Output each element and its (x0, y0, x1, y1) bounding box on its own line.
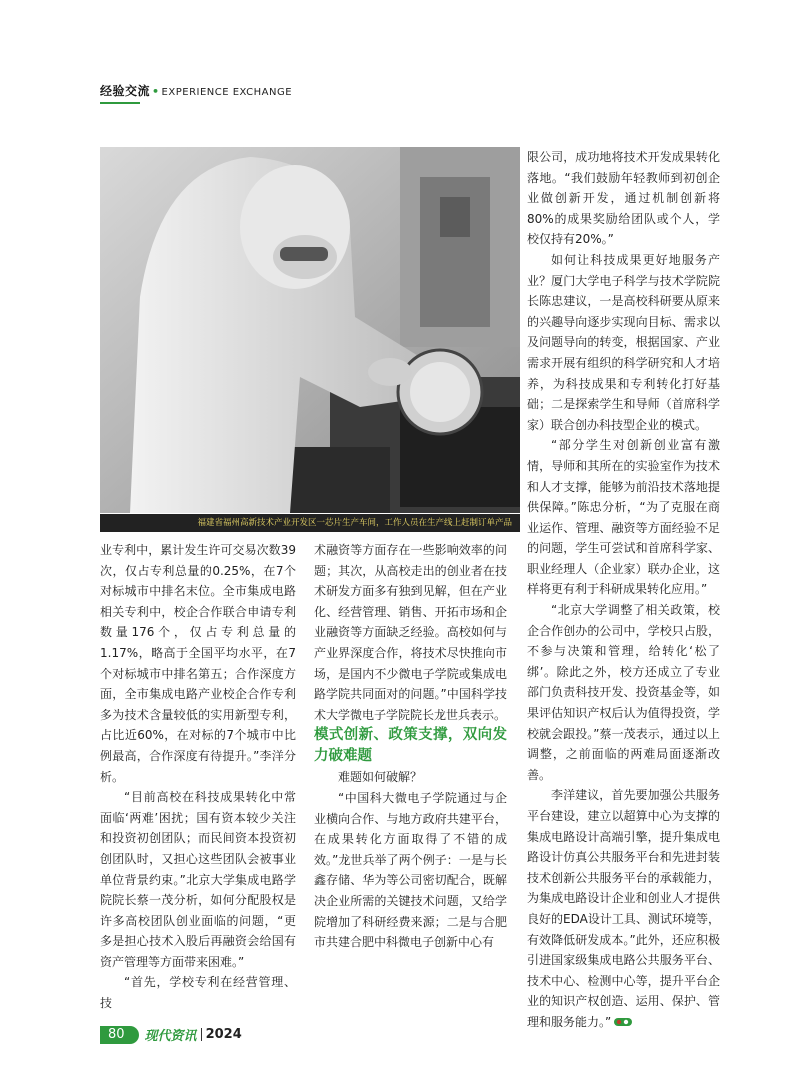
end-mark-icon (614, 1017, 632, 1027)
paragraph: 术融资等方面存在一些影响效率的问题；其次，从高校走出的创业者在技术研发方面多有独到见解，但在产业化、经营管理、销售、开拓市场和企业融资等方面缺乏经验。高校如何与产业界深度合作，将技术尽快推向市场，是国内不少微电子学院或集成电路学院共同面对的问题。”中国科学技术大学微电子学院院长龙世兵表示。 (314, 543, 507, 722)
section-subheading: 模式创新、政策支撑，双向发力破难题 (314, 727, 507, 765)
page-footer (100, 1024, 242, 1046)
page-number: 80 (100, 1026, 139, 1044)
paragraph: “北京大学调整了相关政策，校企合作创办的公司中，学校只占股，不参与决策和管理，给转化‘松了绑’。除此之外，校方还成立了专业部门负责科技开发、投资基金等，如果评估知识产权后认为值得投资，学校就会跟投。”蔡一茂表示，通过以上调整，之前面临的两难局面逐渐改善。 (527, 603, 720, 782)
paragraph: “首先，学校专利在经营管理、技 (100, 975, 296, 1011)
section-title-cn: 经验交流 (100, 84, 151, 98)
paragraph-text: 李洋建议，首先要加强公共服务平台建设，建立以超算中心为支撑的集成电路设计高端引擎，提升集成电路设计仿真公共服务平台和先进封装技术创新公共服务平台的承载能力，为集成电路设计企业和创业人才提供良好的EDA设计工具、测试环境等，有效降低研发成本。”此外，还应积极引进国家级集成电路公共服务平台、技术中心、检测中心等，提升平台企业的知识产权创造、运用、保护、管理和服务能力。” (527, 788, 720, 1029)
paragraph: 限公司，成功地将技术开发成果转化落地。“我们鼓励年轻教师到初创企业做创新开发，通过机制创新将80%的成果奖励给团队或个人，学校仅持有20%。” (527, 150, 720, 247)
section-title-en: EXPERIENCE EXCHANGE (161, 87, 293, 98)
column-middle (314, 540, 507, 953)
footer-divider (201, 1028, 202, 1041)
cleanroom-photo (100, 147, 520, 513)
cleanroom-photo-illustration (100, 147, 520, 513)
photo-caption: 福建省福州高新技术产业开发区一芯片生产车间，工作人员在生产线上赶制订单产品 (100, 514, 520, 532)
paragraph: “中国科大微电子学院通过与企业横向合作、与地方政府共建平台，在成果转化方面取得了不错的成效。”龙世兵举了两个例子：一是与长鑫存储、华为等公司密切配合，既解决企业所需的关键技术问题，又给学院增加了科研经费来源；二是与合肥市共建合肥中科微电子创新中心有 (314, 790, 507, 950)
issue-year: 2024 (205, 1027, 242, 1042)
paragraph: “目前高校在科技成果转化中常面临‘两难’困扰；国有资本较少关注和投资初创团队；而民间资本投资初创团队时，又担心这些团队会被事业单位背景约束。”北京大学集成电路学院院长蔡一茂分析，如何分配股权是许多高校团队创业面临的问题，“更多是担心技术入股后再融资会给国有资产管理等方面带来困难。” (100, 790, 296, 969)
magazine-name: 现代资讯 (144, 1029, 197, 1044)
paragraph: 难题如何破解？ (338, 770, 423, 785)
column-left (100, 540, 296, 1014)
section-dot: • (152, 85, 160, 98)
section-header (100, 82, 292, 99)
header-rule (100, 102, 140, 104)
paragraph: 如何让科技成果更好地服务产业？厦门大学电子科学与技术学院院长陈忠建议，一是高校科研要从原来的兴趣导向逐步实现向目标、需求以及问题导向的转变，根据国家、产业需求开展有组织的科学研究和人才培养，为科技成果和专利转化打好基础；二是探索学生和导师（首席科学家）联合创办科技型企业的模式。 (527, 252, 720, 432)
paragraph: 业专利中，累计发生许可交易次数39次，仅占专利总量的0.25%，在7个对标城市中排名末位。全市集成电路相关专利中，校企合作联合申请专利数量176个，仅占专利总量的1.17%，略高于全国平均水平，在7个对标城市中排名第五；合作深度方面，全市集成电路产业校企合作专利多为技术含量较低的实用新型专利，占比近60%，在对标的7个城市中比例最高，合作深度有待提升。”李洋分析。 (100, 543, 296, 784)
column-right (527, 147, 720, 1033)
paragraph-last (527, 785, 720, 1032)
paragraph: “部分学生对创新创业富有激情，导师和其所在的实验室作为技术和人才支撑，能够为前沿技术落地提供保障。”陈忠分析，“为了克服在商业运作、管理、融资等方面经验不足的问题，学生可尝试和首席科学家、职业经理人（企业家）联办企业，这样将更有利于科研成果转化应用。” (527, 438, 720, 597)
